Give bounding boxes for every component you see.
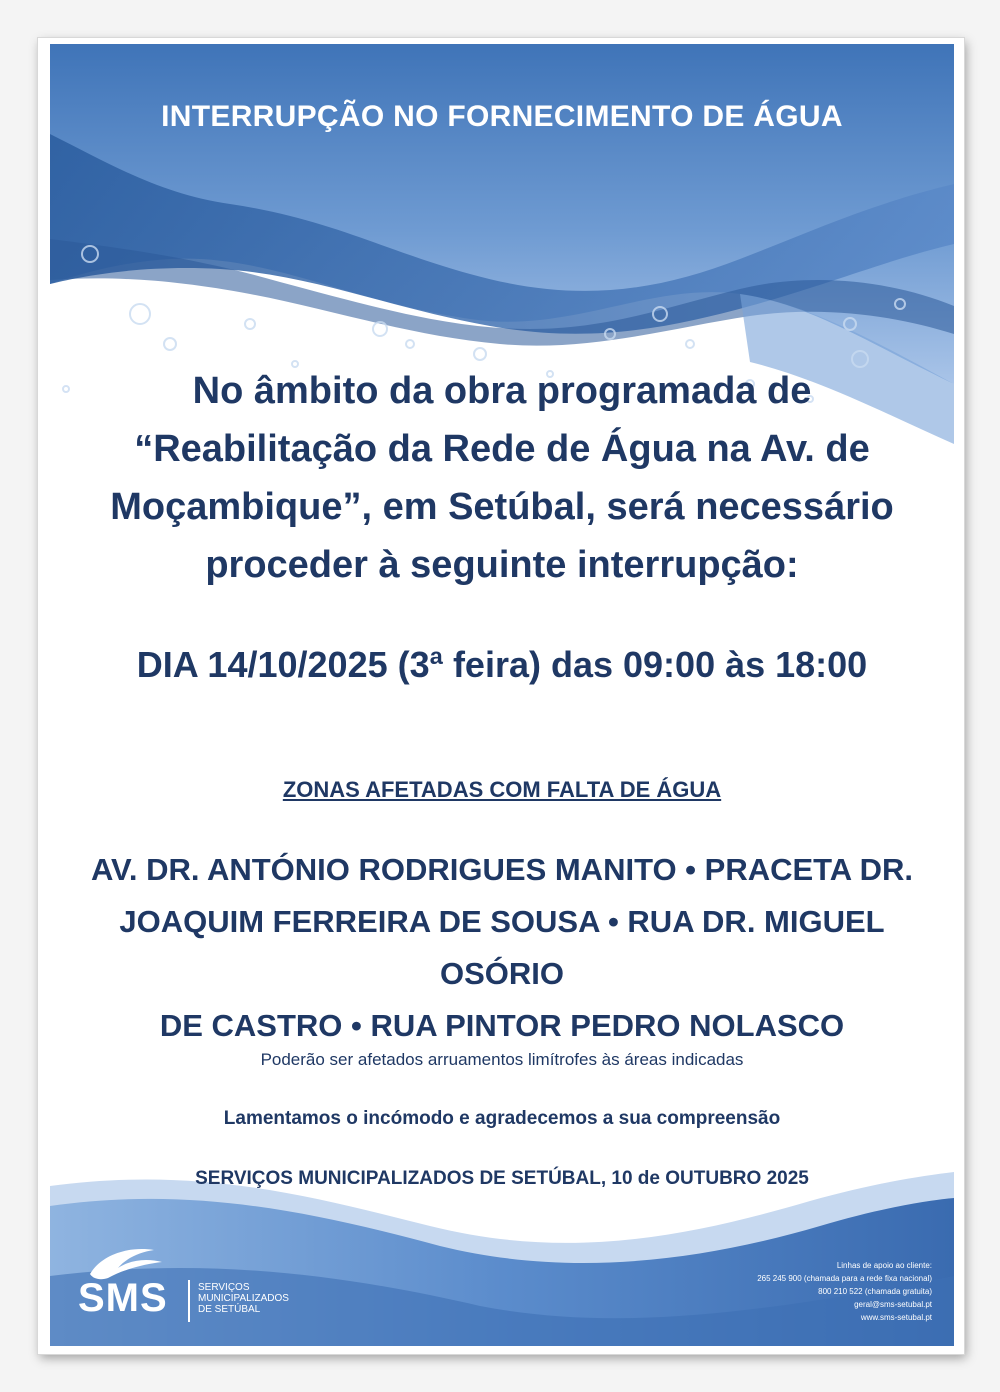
contact-email: geral@sms-setubal.pt (854, 1300, 932, 1309)
intro-paragraph (60, 362, 944, 594)
zones-heading: ZONAS AFETADAS COM FALTA DE ÁGUA (282, 777, 722, 802)
logo-organization-name (198, 1282, 338, 1315)
adjacent-streets-note: Poderão ser afetados arruamentos limítrofes às áreas indicadas (260, 1050, 744, 1069)
poster (50, 44, 954, 1346)
street-line: AV. DR. ANTÓNIO RODRIGUES MANITO • PRACETA DR. (90, 852, 914, 887)
logo-name-line: DE SETÚBAL (198, 1304, 261, 1315)
water-drop-swoosh-icon (82, 1240, 182, 1280)
logo-name-line: SERVIÇOS (198, 1282, 250, 1293)
intro-line: proceder à seguinte interrupção: (205, 544, 799, 586)
customer-contacts (672, 1259, 932, 1324)
logo-wordmark: SMS (78, 1276, 168, 1320)
notice-title: INTERRUPÇÃO NO FORNECIMENTO DE ÁGUA (161, 100, 843, 133)
contact-line: 800 210 522 (chamada gratuita) (818, 1287, 932, 1296)
signature-line: SERVIÇOS MUNICIPALIZADOS DE SETÚBAL, 10 de OUTUBRO 2025 (195, 1168, 809, 1189)
street-line: DE CASTRO • RUA PINTOR PEDRO NOLASCO (159, 1008, 845, 1043)
street-line: JOAQUIM FERREIRA DE SOUSA • RUA DR. MIGUEL OSÓRIO (119, 904, 885, 991)
intro-line: “Reabilitação da Rede de Água na Av. de (134, 428, 870, 470)
apology-text: Lamentamos o incómodo e agradecemos a sua compreensão (223, 1108, 781, 1129)
contact-line: Linhas de apoio ao cliente: (836, 1261, 932, 1270)
interruption-date: DIA 14/10/2025 (3ª feira) das 09:00 às 18:00 (136, 644, 868, 685)
intro-line: No âmbito da obra programada de (192, 370, 812, 412)
logo-divider (188, 1280, 190, 1322)
contact-website: www.sms-setubal.pt (860, 1313, 932, 1322)
sms-logo (78, 1240, 338, 1330)
contact-line: 265 245 900 (chamada para a rede fixa nacional) (757, 1274, 932, 1283)
affected-streets (54, 844, 950, 1052)
intro-line: Moçambique”, em Setúbal, será necessário (110, 486, 894, 528)
logo-name-line: MUNICIPALIZADOS (198, 1293, 289, 1304)
